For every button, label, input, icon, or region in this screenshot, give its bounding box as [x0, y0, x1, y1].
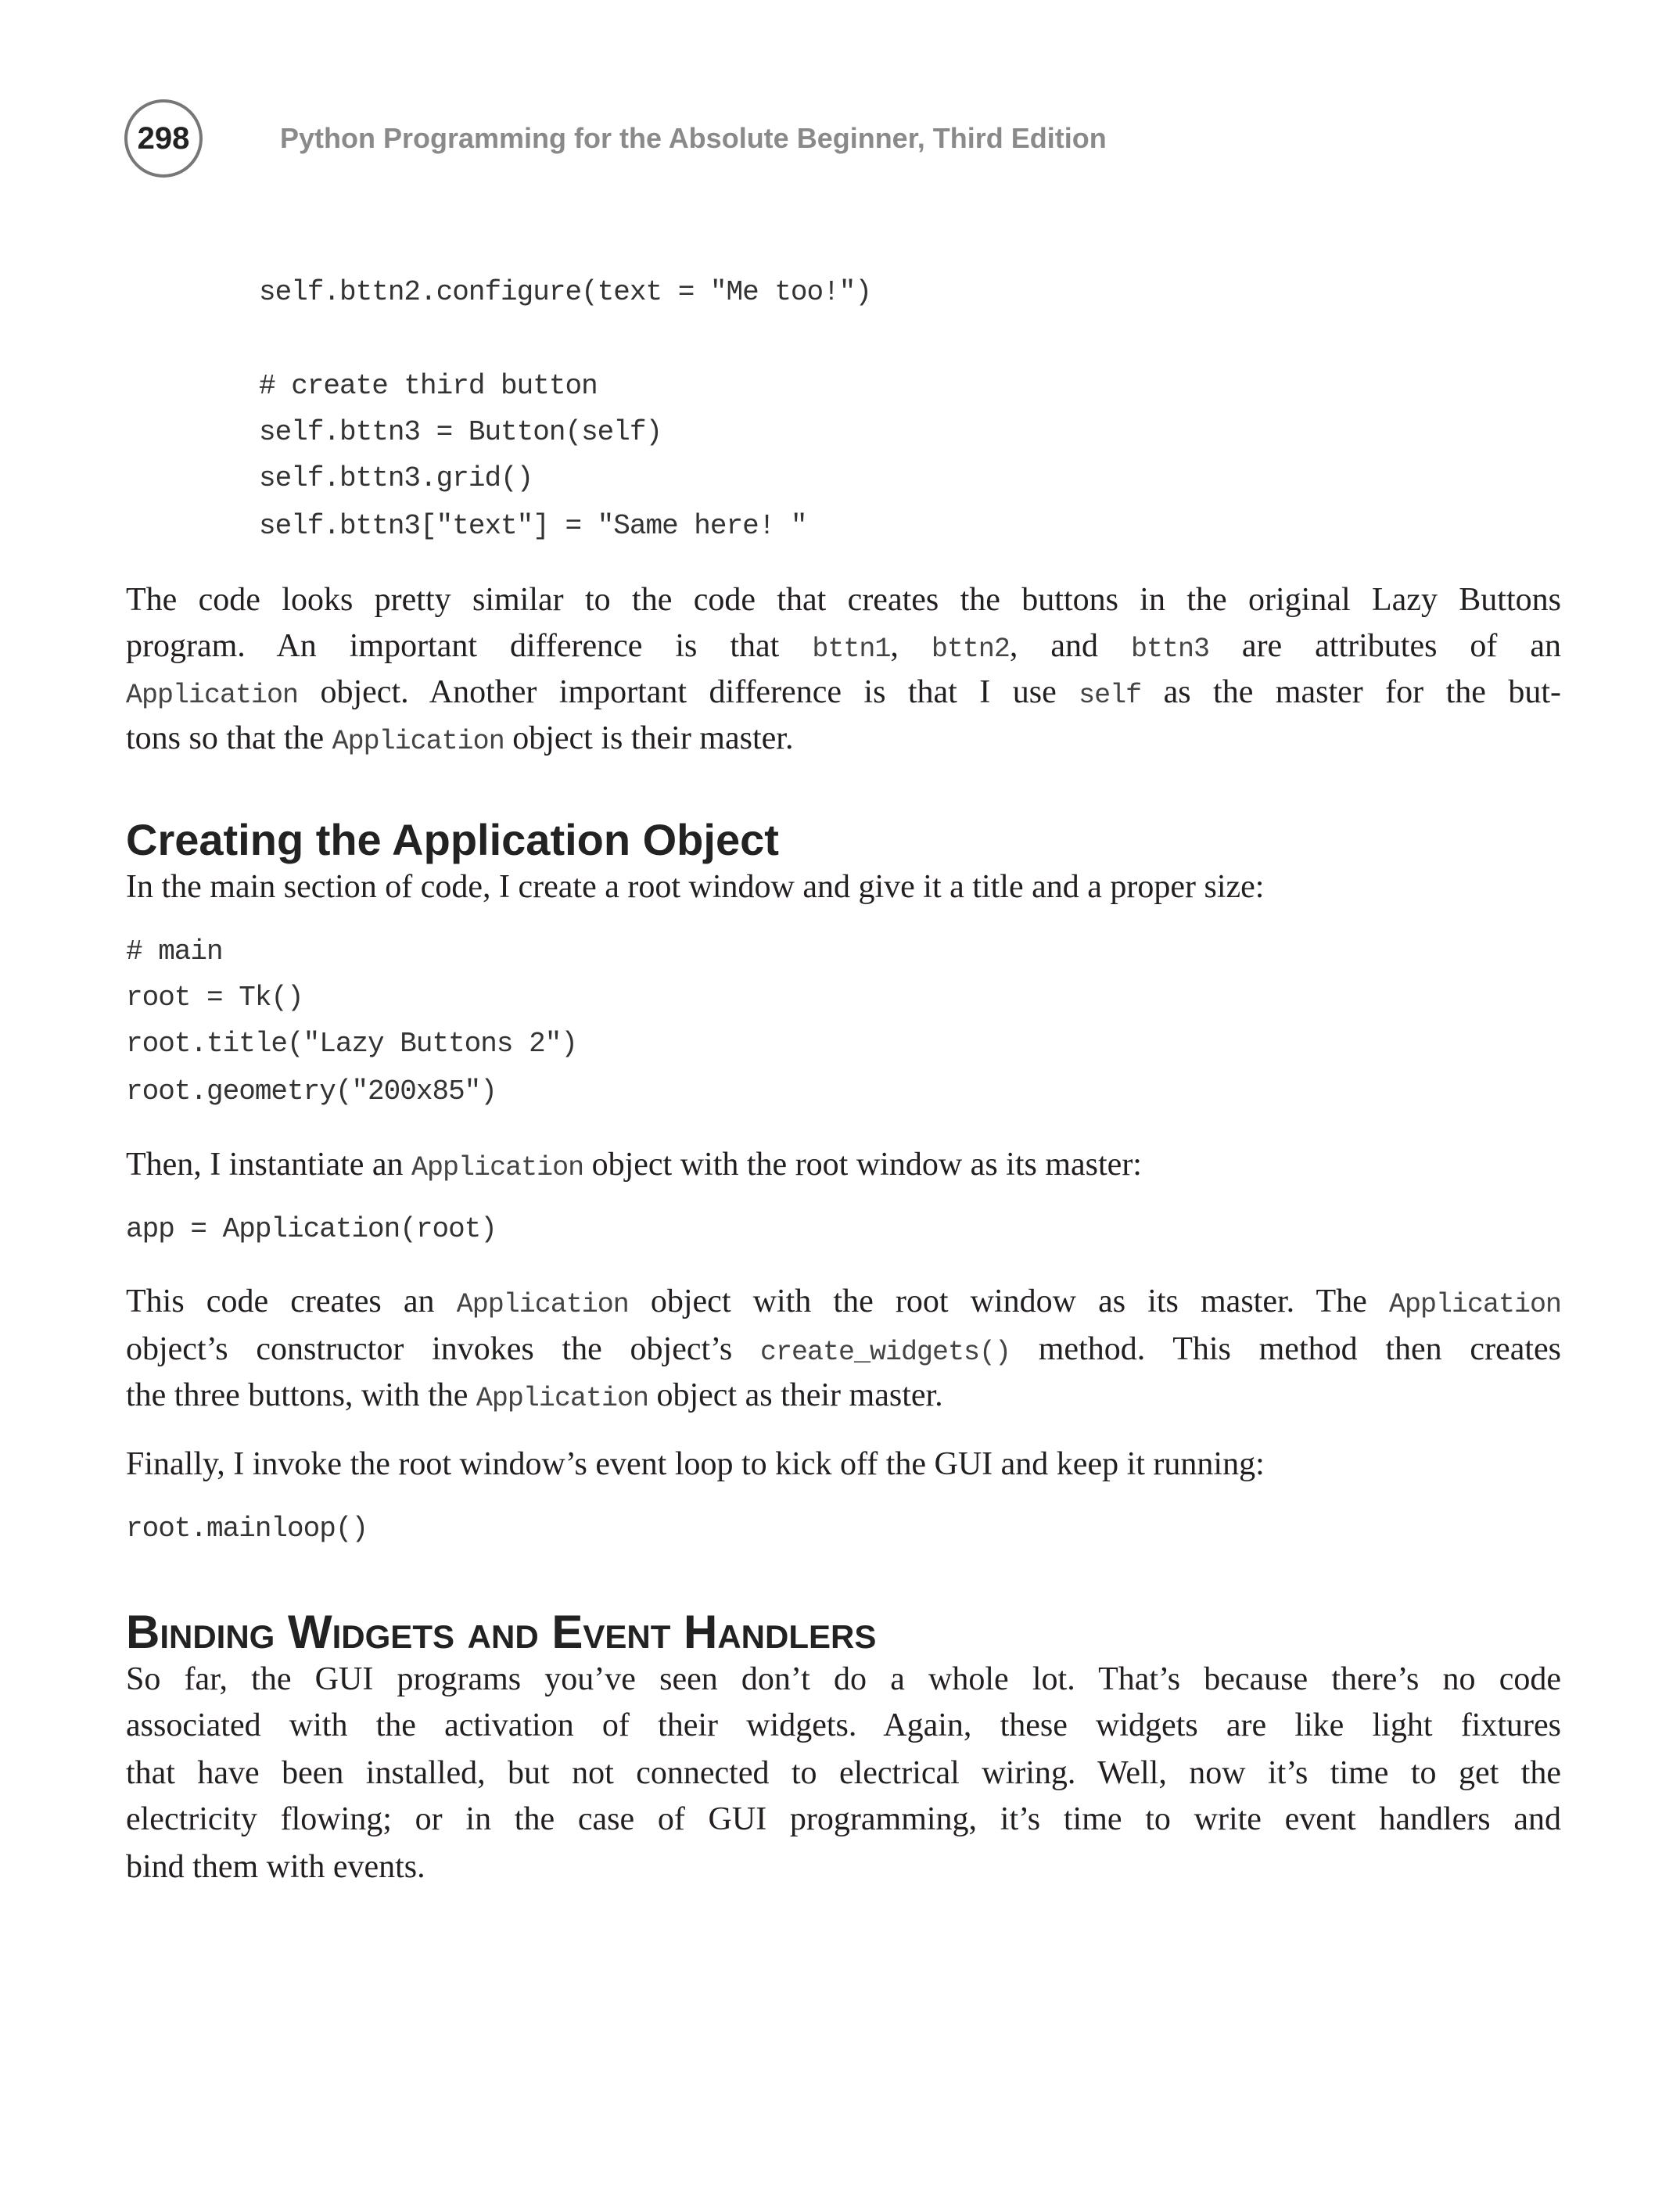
- inline-code: self: [1079, 680, 1142, 711]
- body-text: that have been installed, but not connected to electrical wiring. Well, now it’s time to get the: [126, 1755, 1561, 1791]
- code-line: app = Application(root): [126, 1213, 497, 1245]
- paragraph-line: [126, 1660, 1561, 1707]
- body-text: object’s constructor invokes the object’s: [126, 1331, 760, 1367]
- body-text: object as their master.: [648, 1377, 943, 1413]
- page-number: 298: [124, 99, 203, 178]
- section-heading: Creating the Application Object: [126, 815, 779, 864]
- inline-code: create_widgets(): [759, 1337, 1011, 1368]
- body-text: ,: [890, 628, 932, 664]
- inline-code: bttn2: [931, 634, 1010, 665]
- body-text: Finally, I invoke the root window’s event loop to kick off the GUI and keep it running:: [126, 1446, 1265, 1482]
- paragraph-line: [126, 581, 1561, 628]
- paragraph-line: [126, 1754, 1561, 1801]
- inline-code: Application: [411, 1152, 584, 1183]
- code-line: root.mainloop(): [126, 1513, 368, 1545]
- body-text: object is their master.: [504, 720, 794, 756]
- body-text: object. Another important difference is that I use: [298, 674, 1079, 710]
- code-line: self.bttn3 = Button(self): [259, 416, 662, 448]
- paragraph-line: [126, 673, 1561, 720]
- paragraph-line: [126, 1377, 1561, 1424]
- body-text: method. This method then creates: [1011, 1331, 1561, 1367]
- body-text: So far, the GUI programs you’ve seen don’t do a whole lot. That’s because there’s no code: [126, 1661, 1561, 1697]
- body-text: In the main section of code, I create a root window and give it a title and a proper size:: [126, 869, 1265, 905]
- body-text: program. An important difference is that: [126, 628, 813, 664]
- section-heading: Binding Widgets and Event Handlers: [126, 1606, 877, 1658]
- inline-code: bttn3: [1130, 634, 1209, 665]
- paragraph-line: [126, 720, 1561, 766]
- body-text: associated with the activation of their widgets. Again, these widgets are like light fixtures: [126, 1707, 1561, 1743]
- paragraph-line: [126, 1445, 1561, 1492]
- inline-code: Application: [456, 1289, 629, 1320]
- body-text: , and: [1009, 628, 1131, 664]
- body-text: This code creates an: [126, 1283, 457, 1319]
- code-line: # main: [126, 935, 223, 968]
- body-text: The code looks pretty similar to the code that creates the buttons in the original Lazy Buttons: [126, 582, 1561, 618]
- inline-code: Application: [126, 680, 299, 711]
- code-line: self.bttn3.grid(): [259, 462, 533, 494]
- paragraph-line: [126, 1283, 1561, 1330]
- body-text: as the master for the but-: [1141, 674, 1562, 710]
- code-line: root = Tk(): [126, 982, 303, 1014]
- paragraph-line: [126, 627, 1561, 674]
- paragraph-line: [126, 1848, 1561, 1895]
- inline-code: Application: [332, 726, 504, 757]
- body-text: bind them with events.: [126, 1849, 425, 1885]
- body-text: electricity flowing; or in the case of GUI programming, it’s time to write event handlers and: [126, 1801, 1561, 1837]
- paragraph-line: [126, 868, 1561, 915]
- inline-code: Application: [476, 1383, 648, 1414]
- body-text: object with the root window as its master:: [583, 1147, 1142, 1183]
- body-text: object with the root window as its master. The: [628, 1283, 1389, 1319]
- code-line: root.geometry("200x85"): [126, 1075, 497, 1108]
- code-line: root.title("Lazy Buttons 2"): [126, 1028, 577, 1060]
- paragraph-line: [126, 1330, 1561, 1377]
- inline-code: bttn1: [812, 634, 891, 665]
- inline-code: Application: [1388, 1289, 1561, 1320]
- code-line: self.bttn2.configure(text = "Me too!"): [259, 276, 871, 308]
- body-text: are attributes of an: [1208, 628, 1562, 664]
- paragraph-line: [126, 1707, 1561, 1754]
- paragraph-line: [126, 1146, 1561, 1193]
- running-header-book-title: Python Programming for the Absolute Beginner, Third Edition: [280, 122, 1107, 154]
- body-text: the three buttons, with the: [126, 1377, 476, 1413]
- code-line: # create third button: [259, 370, 598, 402]
- code-line: self.bttn3["text"] = "Same here! ": [259, 510, 807, 542]
- body-text: tons so that the: [126, 720, 332, 756]
- paragraph-line: [126, 1800, 1561, 1847]
- body-text: Then, I instantiate an: [126, 1147, 412, 1183]
